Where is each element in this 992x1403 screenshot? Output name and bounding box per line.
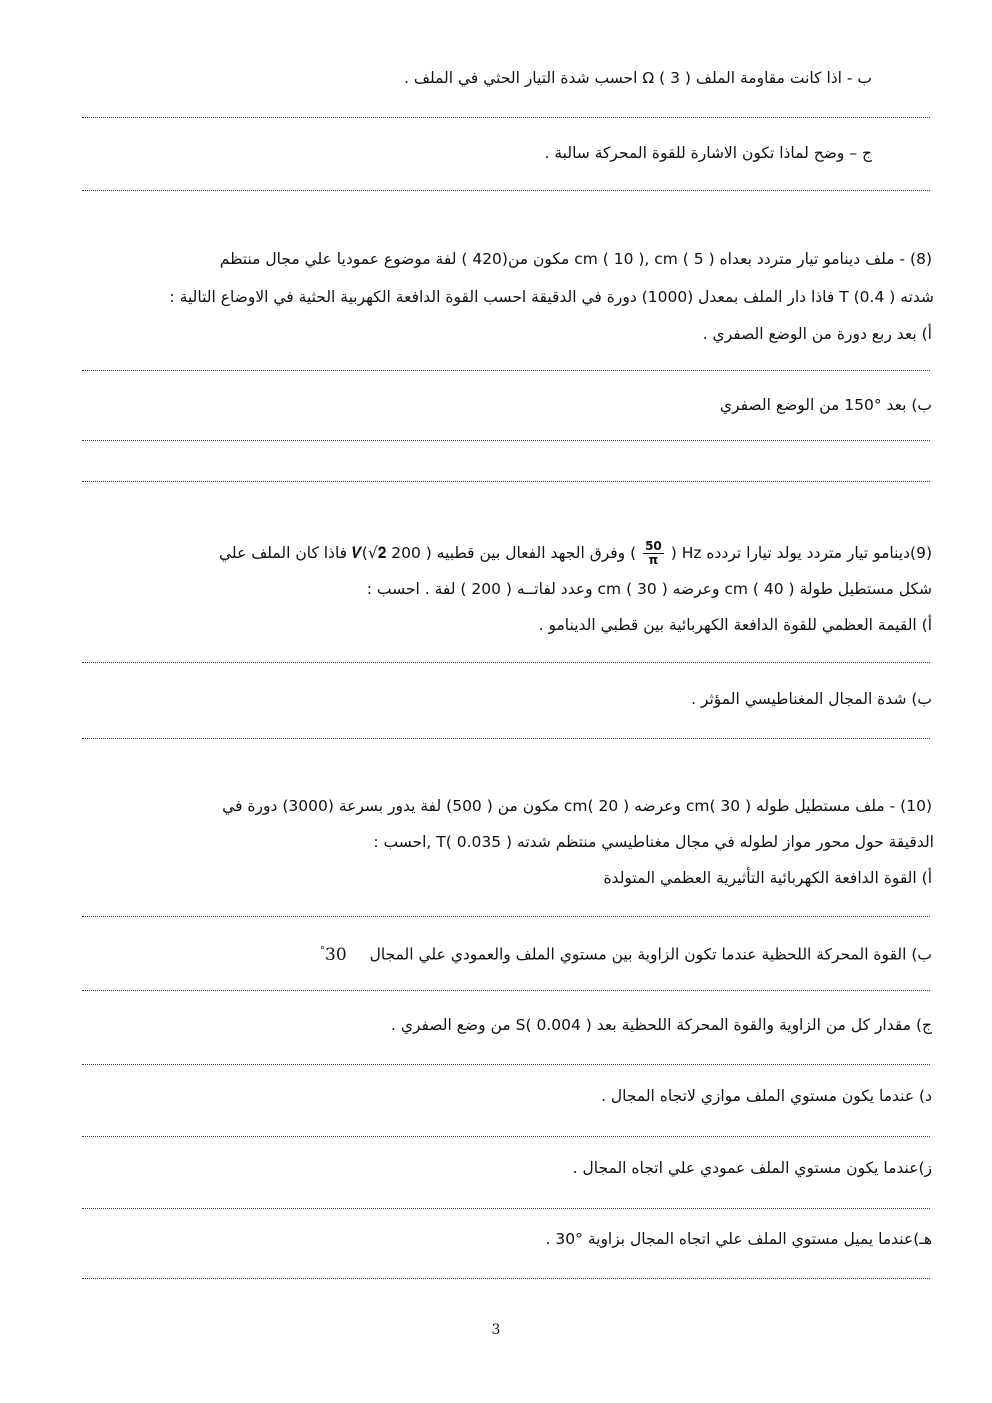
question-10b-text: ب) القوة المحركة اللحظية عندما تكون الزاوية بين مستوي الملف والعمودي علي المجال bbox=[369, 945, 932, 964]
answer-line bbox=[82, 190, 930, 191]
answer-line bbox=[82, 370, 930, 371]
question-8a: أ) بعد ربع دورة من الوضع الصفري . bbox=[702, 325, 932, 343]
answer-line bbox=[82, 662, 930, 663]
question-10-line-1: (10) - ملف مستطيل طوله cm( 30 ) وعرضه cm( 20 ) مكون من ( 500) لفة يدور بسرعة (3000) دورة في bbox=[222, 797, 932, 815]
question-9-line-1 bbox=[219, 540, 932, 567]
angle-value bbox=[320, 945, 347, 965]
question-10c: ج) مقدار كل من الزاوية والقوة المحركة اللحظية بعد S( 0.004 ) من وضع الصفري . bbox=[390, 1016, 932, 1034]
question-10-line-2: الدقيقة حول محور مواز لطوله في مجال مغناطيسي منتظم شدته T( 0.035 ) ,احسب : bbox=[373, 833, 934, 851]
answer-line bbox=[82, 738, 930, 739]
question-10a: أ) القوة الدافعة الكهربائية التأثيرية العظمي المتولدة bbox=[603, 869, 932, 887]
question-9-text-a: (9)دينامو تيار متردد يولد تيارا تردده Hz ( bbox=[670, 544, 932, 562]
frequency-fraction bbox=[643, 540, 664, 567]
question-9b: ب) شدة المجال المغناطيسي المؤثر . bbox=[691, 690, 932, 708]
answer-line bbox=[82, 481, 930, 482]
fraction-denominator: π bbox=[648, 553, 659, 567]
question-9-line-2: شكل مستطيل طولة cm ( 40 ) وعرضه cm ( 30 ) وعدد لفاتــه ( 200 ) لفة . احسب : bbox=[366, 580, 932, 598]
question-9-text-b: ) وفرق الجهد الفعال بين قطبيه 𝑽(√𝟐 200 ) فاذا كان الملف علي bbox=[219, 544, 637, 562]
fraction-numerator: 50 bbox=[645, 539, 662, 553]
page-number: 3 bbox=[491, 1322, 501, 1338]
answer-line bbox=[82, 117, 930, 118]
question-8-line-2: شدته T (0.4 ) فاذا دار الملف بمعدل (1000) دورة في الدقيقة احسب القوة الدافعة الكهربية الحثية في الاوضاع التالية : bbox=[169, 288, 934, 306]
answer-line bbox=[82, 1208, 930, 1209]
question-10h: هـ)عندما يميل مستوي الملف علي اتجاه المجال بزاوية °30 . bbox=[545, 1230, 932, 1248]
answer-line bbox=[82, 440, 930, 441]
question-10d: د) عندما يكون مستوي الملف موازي لاتجاه المجال . bbox=[601, 1087, 932, 1105]
question-7c: ج – وضح لماذا تكون الاشارة للقوة المحركة سالبة . bbox=[544, 144, 872, 162]
question-10z: ز)عندما يكون مستوي الملف عمودي علي اتجاه المجال . bbox=[572, 1159, 932, 1177]
answer-line bbox=[82, 916, 930, 917]
question-8b: ب) بعد °150 من الوضع الصفري bbox=[719, 396, 932, 414]
angle-number: 30 bbox=[325, 944, 347, 965]
answer-line bbox=[82, 1278, 930, 1279]
answer-line bbox=[82, 990, 930, 991]
answer-line bbox=[82, 1064, 930, 1065]
question-10b bbox=[320, 940, 932, 966]
answer-line bbox=[82, 1136, 930, 1137]
question-7b: ب - اذا كانت مقاومة الملف Ω ( 3 ) احسب شدة التيار الحثي في الملف . bbox=[404, 69, 872, 87]
question-9a: أ) القيمة العظمي للقوة الدافعة الكهربائية بين قطبي الدينامو . bbox=[538, 616, 932, 634]
question-8-line-1: (8) - ملف دينامو تيار متردد بعداه cm ( 10 ), cm ( 5 ) مكون من(420 ) لفة موضوع عموديا علي مجال منتظم bbox=[219, 250, 932, 268]
degree-symbol: ° bbox=[320, 945, 326, 956]
